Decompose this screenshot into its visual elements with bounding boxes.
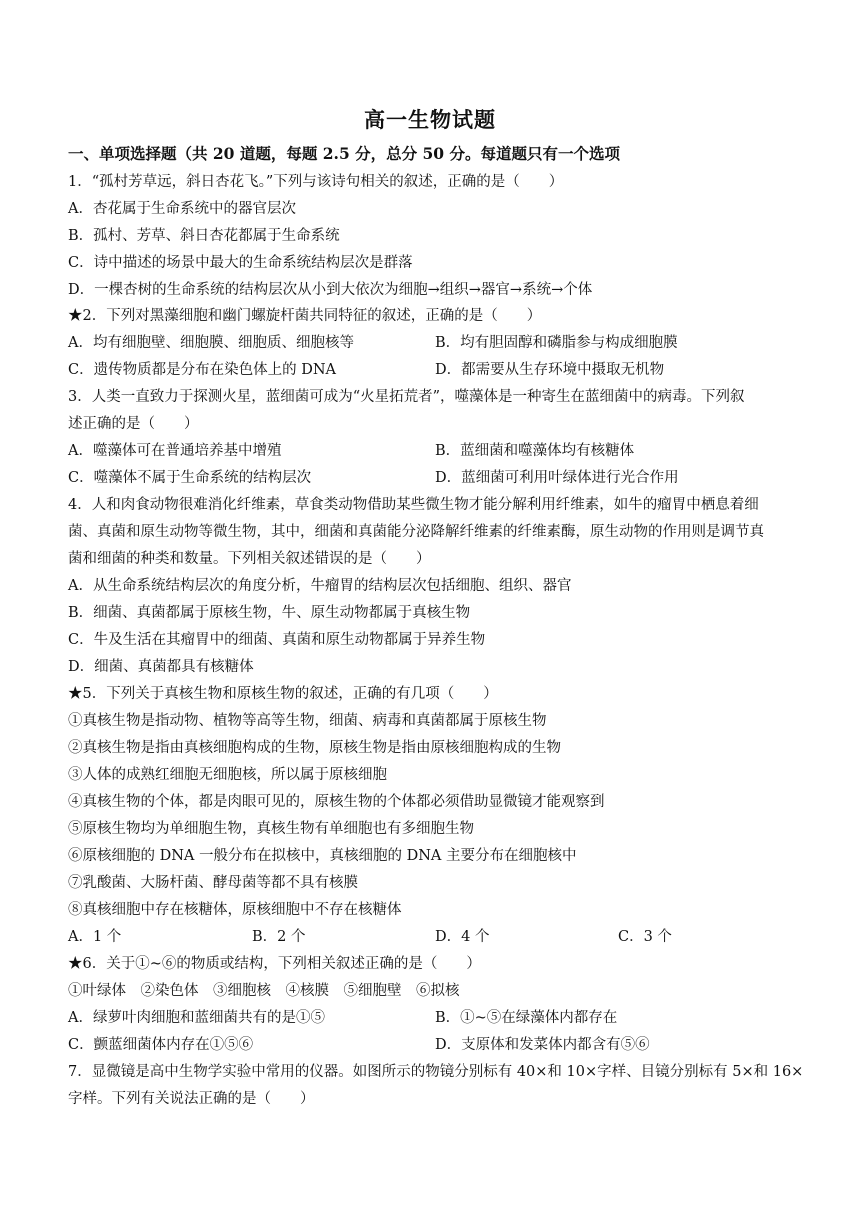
question-4-option-a: A．从生命系统结构层次的角度分析，牛瘤胃的结构层次包括细胞、组织、器官: [68, 578, 572, 594]
question-5-statement-5: ⑤原核生物均为单细胞生物，真核生物有单细胞也有多细胞生物: [68, 821, 474, 837]
question-5-statement-3: ③人体的成熟红细胞无细胞核，所以属于原核细胞: [68, 767, 387, 783]
question-5-statement-2: ②真核生物是指由真核细胞构成的生物，原核生物是指由原核细胞构成的生物: [68, 740, 561, 756]
question-5-statement-1: ①真核生物是指动物、植物等高等生物，细菌、病毒和真菌都属于原核生物: [68, 713, 547, 729]
question-4-option-d: D．细菌、真菌都具有核糖体: [68, 659, 254, 675]
question-3-option-d: D．蓝细菌可利用叶绿体进行光合作用: [435, 470, 679, 486]
question-5-option-a: A．1 个: [68, 929, 122, 945]
question-5-option-b: B．2 个: [252, 929, 306, 945]
question-2-stem: ★2．下列对黑藻细胞和幽门螺旋杆菌共同特征的叙述，正确的是（ ）: [68, 308, 542, 324]
question-3-stem-line-2: 述正确的是（ ）: [68, 416, 199, 432]
question-6-options-row-1: [68, 1008, 798, 1028]
question-3-stem-line-1: 3．人类一直致力于探测火星，蓝细菌可成为“火星拓荒者”，噬藻体是一种寄生在蓝细菌中的病毒。下列叙: [68, 389, 745, 405]
question-1-option-a: A．杏花属于生命系统中的器官层次: [68, 201, 296, 217]
page-title: 高一生物试题: [364, 107, 496, 132]
question-4-stem-line-1: 4．人和肉食动物很难消化纤维素，草食类动物借助某些微生物才能分解利用纤维素，如牛的瘤胃中栖息着细: [68, 497, 759, 513]
question-5-statement-4: ④真核生物的个体，都是肉眼可见的，原核生物的个体都必须借助显微镜才能观察到: [68, 794, 605, 810]
question-6-option-b: B．①~⑤在绿藻体内都存在: [435, 1010, 618, 1026]
question-3-options-row-1: [68, 441, 798, 461]
question-3-option-a: A．噬藻体可在普通培养基中增殖: [68, 443, 282, 459]
question-6-option-a: A．绿萝叶肉细胞和蓝细菌共有的是①⑤: [68, 1010, 325, 1026]
question-5-options-row: [68, 927, 798, 947]
question-6-options-row-2: [68, 1035, 798, 1055]
question-4-option-b: B．细菌、真菌都属于原核生物，牛、原生动物都属于真核生物: [68, 605, 471, 621]
question-4-stem-line-3: 菌和细菌的种类和数量。下列相关叙述错误的是（ ）: [68, 551, 431, 567]
question-6-option-d: D．支原体和发菜体内都含有⑤⑥: [435, 1037, 650, 1053]
question-3-option-b: B．蓝细菌和噬藻体均有核糖体: [435, 443, 635, 459]
question-6-stem: ★6．关于①~⑥的物质或结构，下列相关叙述正确的是（ ）: [68, 956, 481, 972]
question-2-option-d: D．都需要从生存环境中摄取无机物: [435, 362, 665, 378]
question-3-option-c: C．噬藻体不属于生命系统的结构层次: [68, 470, 312, 486]
question-4-stem-line-2: 菌、真菌和原生动物等微生物，其中，细菌和真菌能分泌降解纤维素的纤维素酶，原生动物的作用则是调节真: [68, 524, 764, 540]
question-1-option-d: D．一棵杏树的生命系统的结构层次从小到大依次为细胞→组织→器官→系统→个体: [68, 282, 593, 298]
question-4-option-c: C．牛及生活在其瘤胃中的细菌、真菌和原生动物都属于异养生物: [68, 632, 486, 648]
question-5-statement-8: ⑧真核细胞中存在核糖体，原核细胞中不存在核糖体: [68, 902, 402, 918]
question-7-stem-line-1: 7．显微镜是高中生物学实验中常用的仪器。如图所示的物镜分别标有 40×和 10×字样、目镜分别标有 5×和 16×: [68, 1064, 804, 1080]
question-2-options-row-1: [68, 333, 798, 353]
question-7-stem-line-2: 字样。下列有关说法正确的是（ ）: [68, 1091, 315, 1107]
question-6-option-c: C．颤蓝细菌体内存在①⑤⑥: [68, 1037, 254, 1053]
question-1-stem: 1．“孤村芳草远，斜日杏花飞。”下列与该诗句相关的叙述，正确的是（ ）: [68, 174, 564, 190]
section-heading: 一、单项选择题（共 20 道题，每题 2.5 分，总分 50 分。每道题只有一个选项: [68, 144, 620, 163]
question-5-statement-6: ⑥原核细胞的 DNA 一般分布在拟核中，真核细胞的 DNA 主要分布在细胞核中: [68, 848, 577, 864]
question-5-stem: ★5．下列关于真核生物和原核生物的叙述，正确的有几项（ ）: [68, 686, 498, 702]
question-5-statement-7: ⑦乳酸菌、大肠杆菌、酵母菌等都不具有核膜: [68, 875, 358, 891]
question-2-option-a: A．均有细胞壁、细胞膜、细胞质、细胞核等: [68, 335, 354, 351]
question-1-option-b: B．孤村、芳草、斜日杏花都属于生命系统: [68, 228, 340, 244]
question-6-item-list: ①叶绿体 ②染色体 ③细胞核 ④核膜 ⑤细胞壁 ⑥拟核: [68, 983, 460, 999]
question-5-option-3: D．4 个: [435, 929, 490, 945]
question-2-option-c: C．遗传物质都是分布在染色体上的 DNA: [68, 362, 336, 378]
question-3-options-row-2: [68, 468, 798, 488]
question-5-option-4: C．3 个: [618, 929, 672, 945]
question-1-option-c: C．诗中描述的场景中最大的生命系统结构层次是群落: [68, 255, 413, 271]
question-2-options-row-2: [68, 360, 798, 380]
question-2-option-b: B．均有胆固醇和磷脂参与构成细胞膜: [435, 335, 678, 351]
